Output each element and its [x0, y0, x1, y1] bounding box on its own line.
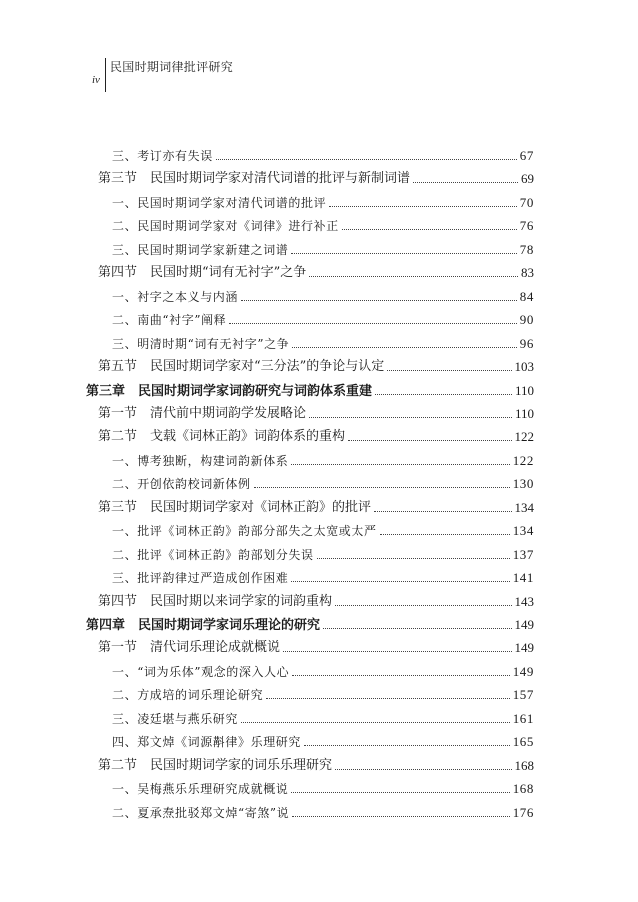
toc-entry-title: 第四节 民国时期以来词学家的词韵重构 — [98, 593, 333, 609]
toc-page-number: 103 — [514, 359, 534, 375]
toc-entry-title: 一、吴梅燕乐乐理研究成就概说 — [112, 782, 289, 797]
dot-leader — [291, 792, 509, 793]
toc-entry-title: 一、“词为乐体”观念的深入人心 — [112, 664, 290, 679]
toc-page-number: 76 — [519, 218, 534, 234]
dot-leader — [304, 745, 510, 746]
page-number-folio: iv — [92, 74, 100, 86]
toc-subsection-entry[interactable] — [112, 728, 534, 750]
toc-section-entry[interactable] — [98, 400, 534, 422]
toc-page-number: 143 — [514, 593, 534, 609]
toc-entry-title: 一、衬字之本义与内涵 — [112, 289, 239, 304]
toc-page-number: 67 — [519, 148, 534, 163]
toc-entry-title: 一、博考独断，构建词韵新体系 — [112, 453, 289, 468]
toc-page-number: 69 — [521, 171, 534, 187]
toc-entry-title: 三、民国时期词学家新建之词谱 — [112, 242, 289, 257]
toc-section-entry[interactable] — [98, 165, 534, 187]
toc-entry-title: 三、批评韵律过严造成创作困难 — [112, 571, 289, 586]
dot-leader — [375, 394, 512, 395]
dot-leader — [241, 300, 517, 301]
toc-entry-title: 二、夏承焘批驳郑文焯“寄煞”说 — [112, 805, 290, 820]
toc-page-number: 122 — [512, 452, 534, 468]
dot-leader — [229, 323, 517, 324]
toc-subsection-entry[interactable] — [112, 541, 534, 563]
toc-page-number: 165 — [512, 734, 534, 750]
toc-page-number: 134 — [514, 499, 534, 515]
toc-section-entry[interactable] — [98, 353, 534, 375]
dot-leader — [387, 370, 511, 371]
toc-section-entry[interactable] — [98, 259, 534, 281]
dot-leader — [413, 182, 518, 183]
toc-entry-title: 第四节 民国时期“词有无衬字”之争 — [98, 265, 307, 281]
dot-leader — [309, 417, 512, 418]
toc-page-number: 176 — [512, 804, 534, 820]
toc-page-number: 84 — [519, 288, 534, 304]
dot-leader — [291, 253, 516, 254]
toc-entry-title: 第一节 清代词乐理论成就概说 — [98, 640, 281, 656]
toc-subsection-entry[interactable] — [112, 142, 534, 164]
toc-page-number: 168 — [514, 757, 534, 773]
toc-section-entry[interactable] — [98, 494, 534, 516]
toc-page-number: 168 — [512, 781, 534, 797]
toc-subsection-entry[interactable] — [112, 470, 534, 492]
toc-subsection-entry[interactable] — [112, 236, 534, 258]
dot-leader — [329, 206, 517, 207]
toc-subsection-entry[interactable] — [112, 705, 534, 727]
toc-entry-title: 二、民国时期词学家对《词律》进行补正 — [112, 219, 339, 234]
dot-leader — [317, 558, 510, 559]
toc-subsection-entry[interactable] — [112, 447, 534, 469]
toc-entry-title: 三、明清时期“词有无衬字”之争 — [112, 336, 290, 351]
dot-leader — [380, 534, 510, 535]
toc-section-entry[interactable] — [98, 752, 534, 774]
toc-entry-title: 第二节 民国时期词学家的词乐乐理研究 — [98, 757, 333, 773]
dot-leader — [348, 440, 511, 441]
running-header — [72, 52, 292, 98]
toc-page-number: 157 — [512, 687, 534, 703]
toc-entry-title: 一、批评《词林正韵》韵部分部失之太宽或太严 — [112, 524, 377, 539]
toc-subsection-entry[interactable] — [112, 681, 534, 703]
toc-entry-title: 二、方成培的词乐理论研究 — [112, 688, 264, 703]
toc-entry-title: 第二节 戈载《词林正韵》词韵体系的重构 — [98, 429, 346, 445]
dot-leader — [266, 698, 509, 699]
toc-entry-title: 二、南曲“衬字”阐释 — [112, 313, 227, 328]
dot-leader — [291, 464, 509, 465]
toc-entry-title: 一、民国时期词学家对清代词谱的批评 — [112, 195, 327, 210]
dot-leader — [292, 347, 517, 348]
toc-subsection-entry[interactable] — [112, 775, 534, 797]
toc-page-number: 149 — [514, 640, 534, 656]
toc-subsection-entry[interactable] — [112, 799, 534, 821]
toc-entry-title: 第三节 民国时期词学家对《词林正韵》的批评 — [98, 499, 372, 515]
toc-section-entry[interactable] — [98, 588, 534, 610]
toc-page-number: 83 — [521, 265, 534, 281]
toc-entry-title: 第五节 民国时期词学家对“三分法”的争论与认定 — [98, 359, 385, 375]
toc-page-number: 134 — [512, 523, 534, 539]
toc-entry-title: 第三节 民国时期词学家对清代词谱的批评与新制词谱 — [98, 171, 411, 187]
dot-leader — [241, 722, 510, 723]
dot-leader — [283, 651, 511, 652]
toc-page-number: 78 — [519, 241, 534, 257]
toc-entry-title: 三、考订亦有失误 — [112, 149, 213, 163]
toc-subsection-entry[interactable] — [112, 283, 534, 305]
toc-entry-title: 第一节 清代前中期词韵学发展略论 — [98, 405, 307, 421]
toc-page-number: 137 — [512, 546, 534, 562]
header-divider — [105, 58, 106, 92]
toc-entry-title: 三、凌廷堪与燕乐研究 — [112, 711, 239, 726]
toc-subsection-entry[interactable] — [112, 306, 534, 328]
dot-leader — [374, 511, 511, 512]
dot-leader — [323, 628, 511, 629]
toc-entry-title: 二、批评《词林正韵》韵部划分失误 — [112, 547, 314, 562]
toc-subsection-entry[interactable] — [112, 212, 534, 234]
toc-page-number: 149 — [512, 663, 534, 679]
dot-leader — [335, 769, 511, 770]
dot-leader — [335, 605, 511, 606]
book-title: 民国时期词律批评研究 — [110, 60, 234, 74]
dot-leader — [309, 276, 518, 277]
toc-entry-title: 第四章 民国时期词学家词乐理论的研究 — [86, 617, 321, 632]
toc-subsection-entry[interactable] — [112, 330, 534, 352]
toc-chapter-entry[interactable] — [86, 377, 534, 399]
toc-entry-title: 第三章 民国时期词学家词韵研究与词韵体系重建 — [86, 382, 373, 398]
dot-leader — [292, 816, 509, 817]
toc-subsection-entry[interactable] — [112, 517, 534, 539]
toc-page-number: 70 — [519, 194, 534, 210]
toc-subsection-entry[interactable] — [112, 658, 534, 680]
toc-subsection-entry[interactable] — [112, 564, 534, 586]
toc-subsection-entry[interactable] — [112, 189, 534, 211]
toc-page-number: 96 — [519, 335, 534, 351]
toc-section-entry[interactable] — [98, 634, 534, 656]
dot-leader — [292, 675, 509, 676]
dot-leader — [216, 159, 517, 160]
toc-page-number: 130 — [512, 476, 534, 492]
toc-page-number: 141 — [512, 570, 534, 586]
toc-entry-title: 二、开创依韵校词新体例 — [112, 477, 251, 492]
dot-leader — [254, 487, 510, 488]
toc-page-number: 110 — [514, 382, 534, 398]
toc-chapter-entry[interactable] — [86, 611, 534, 633]
toc-page-number: 161 — [512, 710, 534, 726]
toc-page-number: 90 — [519, 312, 534, 328]
toc-page-number: 110 — [514, 405, 534, 421]
toc-section-entry[interactable] — [98, 423, 534, 445]
toc-page-number: 122 — [514, 429, 534, 445]
dot-leader — [342, 229, 517, 230]
toc-entry-title: 四、郑文焯《词源斠律》乐理研究 — [112, 735, 302, 750]
dot-leader — [291, 581, 509, 582]
toc-page-number: 149 — [514, 617, 534, 632]
